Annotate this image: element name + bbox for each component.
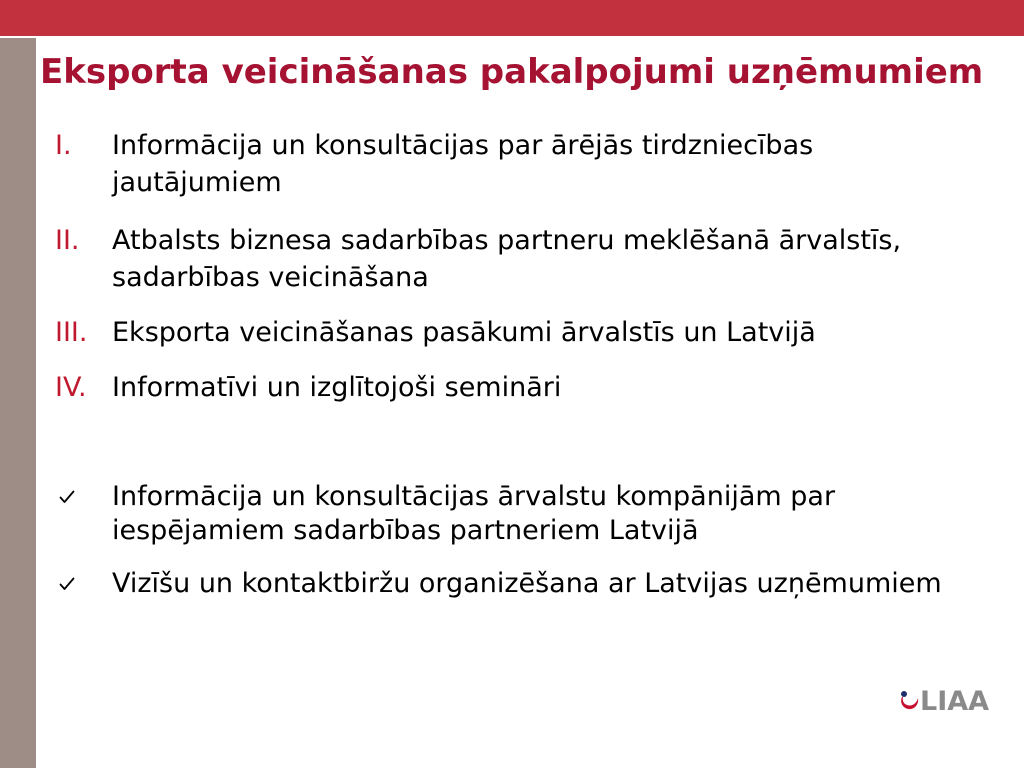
item-text-line: jautājumiem: [112, 167, 282, 198]
roman-numeral-marker: I.: [55, 130, 72, 161]
item-text: [112, 127, 813, 201]
item-text-line: iespējamiem sadarbības partneriem Latvijā: [112, 515, 699, 546]
logo-text: LIAA: [920, 686, 990, 717]
roman-numeral-marker: II.: [55, 225, 80, 256]
numbered-item: [55, 314, 816, 351]
roman-numeral-marker: III.: [55, 317, 88, 348]
item-text: [112, 567, 942, 601]
roman-numeral-marker: IV.: [55, 372, 87, 403]
item-text: [112, 480, 835, 548]
top-color-band: [0, 0, 1024, 36]
check-item: [55, 567, 942, 601]
liaa-swoosh-icon: [897, 688, 921, 712]
check-item: [55, 480, 835, 548]
item-text-line: Informācija un konsultācijas ārvalstu kompānijām par: [112, 481, 836, 512]
left-color-bar: [0, 38, 36, 768]
item-text-line: Eksporta veicināšanas pasākumi ārvalstīs un Latvijā: [112, 317, 816, 348]
item-text: [112, 369, 561, 406]
check-icon: [55, 480, 112, 514]
item-text-line: Informatīvi un izglītojoši semināri: [112, 372, 562, 403]
item-text: [112, 222, 901, 296]
item-text-line: Informācija un konsultācijas par ārējās tirdzniecības: [112, 130, 814, 161]
liaa-logo: [895, 686, 995, 716]
item-text-line: sadarbības veicināšana: [112, 262, 429, 293]
item-text-line: Vizīšu un kontaktbiržu organizēšana ar Latvijas uzņēmumiem: [112, 568, 942, 599]
numbered-item: [55, 127, 813, 201]
item-text: [112, 314, 816, 351]
item-text-line: Atbalsts biznesa sadarbības partneru meklēšanā ārvalstīs,: [112, 225, 902, 256]
check-icon: [55, 567, 112, 601]
numbered-item: [55, 222, 901, 296]
slide-title: Eksporta veicināšanas pakalpojumi uzņēmumiem: [40, 52, 984, 92]
numbered-item: [55, 369, 561, 406]
